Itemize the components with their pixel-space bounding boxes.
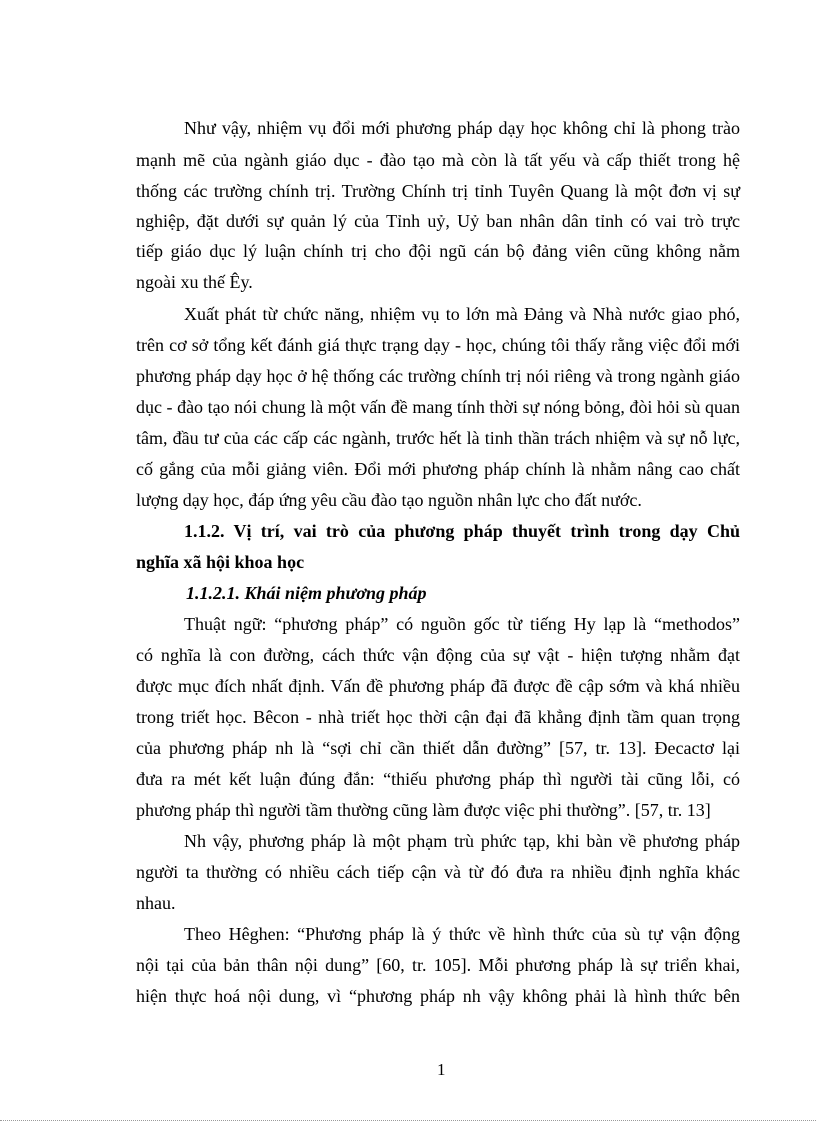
- page-number: 1: [437, 1060, 446, 1079]
- paragraph-line: Xuất phát từ chức năng, nhiệm vụ to lớn mà Đảng và Nhà nước giao phó,: [184, 304, 740, 324]
- paragraph-line: được mục đích nhất định. Vấn đề phương pháp đã được đề cập sớm và khá nhiều: [136, 676, 740, 696]
- paragraph-line: cố gắng của mỗi giảng viên. Đổi mới phương pháp chính là nhằm nâng cao chất: [136, 459, 740, 479]
- paragraph-line: tiếp giáo dục lý luận chính trị cho đội ngũ cán bộ đảng viên cũng không nằm: [136, 241, 740, 261]
- paragraph-line: ngoài xu thế Êy.: [136, 272, 253, 292]
- paragraph-line: tâm, đầu tư của các cấp các ngành, trước hết là tinh thần trách nhiệm và sự nỗ lực,: [136, 428, 740, 448]
- paragraph-line: nghiệp, đặt dưới sự quản lý của Tỉnh uỷ, Uỷ ban nhân dân tỉnh có vai trò trực: [136, 211, 740, 231]
- paragraph-line: hiện thực hoá nội dung, vì “phương pháp nh vậy không phải là hình thức bên: [136, 986, 740, 1006]
- paragraph-line: phương pháp thì người tầm thường cũng làm được việc phi thường”. [57, tr. 13]: [136, 800, 711, 820]
- section-heading: nghĩa xã hội khoa học: [136, 552, 305, 572]
- paragraph-line: trong triết học. Bêcon - nhà triết học thời cận đại đã khẳng định tầm quan trọng: [136, 707, 740, 727]
- paragraph-line: thống các trường chính trị. Trường Chính trị tỉnh Tuyên Quang là một đơn vị sự: [136, 181, 740, 201]
- paragraph-line: Thuật ngữ: “phương pháp” có nguồn gốc từ tiếng Hy lạp là “methodos”: [184, 614, 740, 634]
- paragraph-line: nội tại của bản thân nội dung” [60, tr. 105]. Mỗi phương pháp là sự triển khai,: [136, 955, 740, 975]
- paragraph-line: có nghĩa là con đường, cách thức vận động của sự vật - hiện tượng nhằm đạt: [136, 645, 740, 665]
- paragraph-line: đưa ra mét kết luận đúng đắn: “thiếu phương pháp thì người tài cũng lỗi, có: [136, 769, 740, 789]
- paragraph-line: Nh vậy, phương pháp là một phạm trù phức tạp, khi bàn về phương pháp: [184, 831, 740, 851]
- paragraph-line: lượng dạy học, đáp ứng yêu cầu đào tạo nguồn nhân lực cho đất nước.: [136, 490, 642, 510]
- paragraph-line: Theo Hêghen: “Phương pháp là ý thức về hình thức của sù tự vận động: [184, 924, 740, 944]
- subsection-heading: 1.1.2.1. Khái niệm phương pháp: [186, 583, 427, 603]
- paragraph-line: nhau.: [136, 893, 176, 913]
- paragraph-line: dục - đào tạo nói chung là một vấn đề mang tính thời sự nóng bỏng, đòi hỏi sù quan: [136, 397, 740, 417]
- paragraph-line: Như vậy, nhiệm vụ đổi mới phương pháp dạy học không chỉ là phong trào: [184, 118, 740, 138]
- paragraph-line: của phương pháp nh là “sợi chỉ cần thiết dẫn đường” [57, tr. 13]. Đecactơ lại: [136, 738, 740, 758]
- paragraph-line: mạnh mẽ của ngành giáo dục - đào tạo mà còn là tất yếu và cấp thiết trong hệ: [136, 150, 740, 170]
- paragraph-line: trên cơ sở tổng kết đánh giá thực trạng dạy - học, chúng tôi thấy rằng việc đổi mới: [136, 335, 740, 355]
- paragraph-line: người ta thường có nhiều cách tiếp cận và từ đó đưa ra nhiều định nghĩa khác: [136, 862, 740, 882]
- section-heading: 1.1.2. Vị trí, vai trò của phương pháp thuyết trình trong dạy Chủ: [184, 521, 740, 541]
- paragraph-line: phương pháp dạy học ở hệ thống các trường chính trị nói riêng và trong ngành giáo: [136, 366, 740, 386]
- page-bottom-rule: [0, 1120, 816, 1121]
